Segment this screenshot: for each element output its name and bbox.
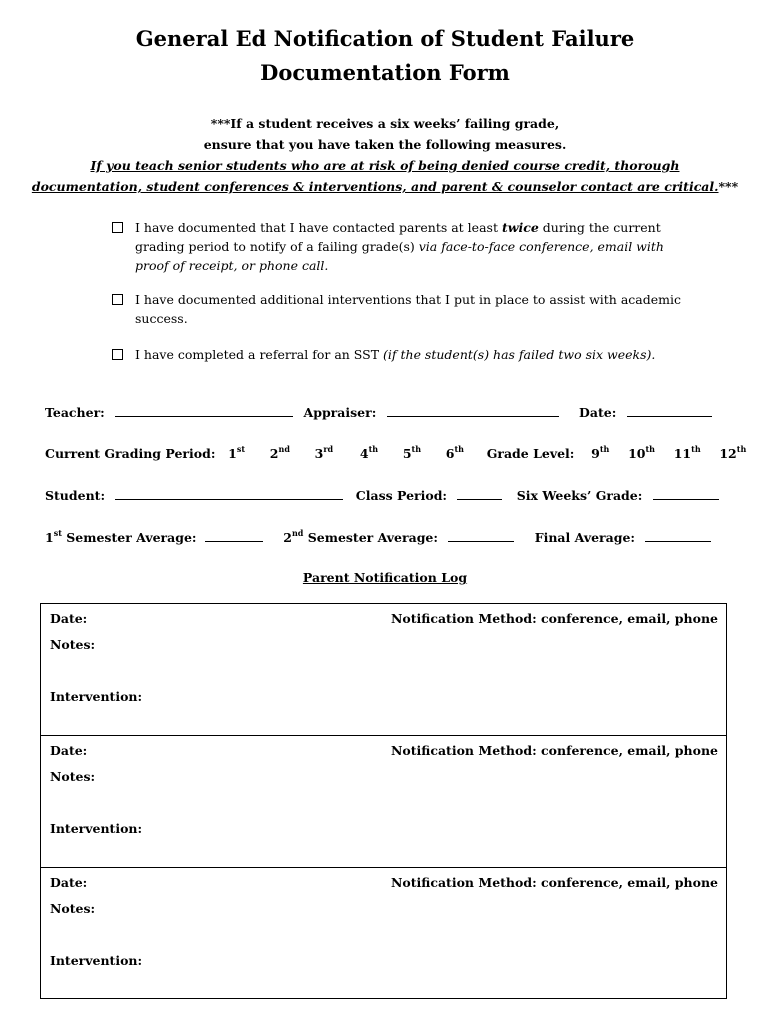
grade-9[interactable]: 9th [591, 443, 610, 461]
teacher-label: Teacher: [45, 405, 105, 420]
period-3[interactable]: 3rd [314, 443, 334, 461]
final-average-label: Final Average: [534, 530, 636, 545]
checklist-item-parent-contact [112, 218, 692, 275]
log-method[interactable]: Notification Method: conference, email, phone [390, 611, 718, 626]
row-student [45, 486, 719, 506]
instructions-line-4-wrap [20, 176, 750, 197]
log-notes-label[interactable]: Notes: [50, 901, 96, 916]
teacher-field[interactable] [115, 404, 293, 417]
period-1[interactable]: 1st [228, 443, 246, 461]
period-5[interactable]: 5th [402, 443, 422, 461]
instructions [20, 113, 750, 197]
checklist [112, 218, 692, 364]
period-4[interactable]: 4th [359, 443, 379, 461]
six-weeks-grade-field[interactable] [653, 487, 719, 500]
grade-12[interactable]: 12th [719, 443, 747, 461]
period-2[interactable]: 2nd [269, 443, 290, 461]
check-text: I have documented that I have contacted parents at least [135, 220, 502, 235]
log-entry [41, 868, 726, 1000]
student-label: Student: [45, 488, 106, 503]
parent-notification-log [40, 603, 727, 999]
log-date-label[interactable]: Date: [50, 611, 88, 626]
log-notes-label[interactable]: Notes: [50, 769, 96, 784]
checklist-item-sst-referral [112, 345, 692, 364]
grade-10[interactable]: 10th [628, 443, 655, 461]
check-text: I have documented additional interventions that I put in place to assist with academic success. [135, 292, 681, 326]
log-intervention-label[interactable]: Intervention: [50, 953, 143, 968]
sem1-label: 1st Semester Average: [45, 527, 197, 545]
row-grading-period [45, 444, 746, 464]
log-date-label[interactable]: Date: [50, 875, 88, 890]
appraiser-field[interactable] [387, 404, 559, 417]
log-notes-label[interactable]: Notes: [50, 637, 96, 652]
check-italic: via face-to-face conference, email with proof of receipt, or phone call. [135, 239, 664, 273]
checkbox-parent-contact[interactable] [112, 222, 123, 233]
grade-11[interactable]: 11th [673, 443, 701, 461]
check-emphasis: twice [501, 220, 539, 235]
period-6[interactable]: 6th [445, 443, 464, 461]
date-field[interactable] [627, 404, 712, 417]
date-label: Date: [579, 405, 617, 420]
log-title: Parent Notification Log [302, 570, 468, 585]
final-average-field[interactable] [645, 529, 711, 542]
appraiser-label: Appraiser: [303, 405, 377, 420]
checkbox-interventions[interactable] [112, 294, 123, 305]
check-text: I have completed a referral for an SST [135, 347, 384, 362]
class-period-field[interactable] [457, 487, 502, 500]
row-teacher [45, 403, 712, 423]
log-intervention-label[interactable]: Intervention: [50, 821, 143, 836]
checklist-item-interventions [112, 290, 692, 328]
check-text: during the current grading period to notify of a failing grade(s) [135, 220, 661, 254]
grading-period-label: Current Grading Period: [45, 446, 216, 461]
instructions-line-1: ***If a student receives a six weeks’ failing grade, [210, 116, 560, 131]
log-date-label[interactable]: Date: [50, 743, 88, 758]
instructions-line-3: If you teach senior students who are at risk of being denied course credit, thorough [90, 158, 680, 173]
student-field[interactable] [115, 487, 343, 500]
class-period-label: Class Period: [355, 488, 448, 503]
log-method[interactable]: Notification Method: conference, email, phone [390, 743, 718, 758]
title-line-2: Documentation Form [260, 60, 510, 85]
row-averages [45, 528, 711, 548]
six-weeks-grade-label: Six Weeks’ Grade: [516, 488, 643, 503]
grade-level-label: Grade Level: [486, 446, 575, 461]
instructions-line-4: documentation, student conferences & interventions, and parent & counselor contact are critical. [31, 179, 719, 194]
log-method[interactable]: Notification Method: conference, email, phone [390, 875, 718, 890]
log-entry [41, 736, 726, 868]
form-title [0, 22, 770, 90]
check-italic: (if the student(s) has failed two six weeks). [383, 347, 656, 362]
instructions-line-4-suffix: *** [718, 179, 739, 194]
title-line-1: General Ed Notification of Student Failure [135, 26, 635, 51]
sem1-field[interactable] [205, 529, 263, 542]
log-intervention-label[interactable]: Intervention: [50, 689, 143, 704]
instructions-line-2: ensure that you have taken the following measures. [203, 137, 567, 152]
checkbox-sst-referral[interactable] [112, 349, 123, 360]
sem2-field[interactable] [448, 529, 514, 542]
sem2-label: 2nd Semester Average: [283, 527, 438, 545]
log-entry [41, 604, 726, 736]
